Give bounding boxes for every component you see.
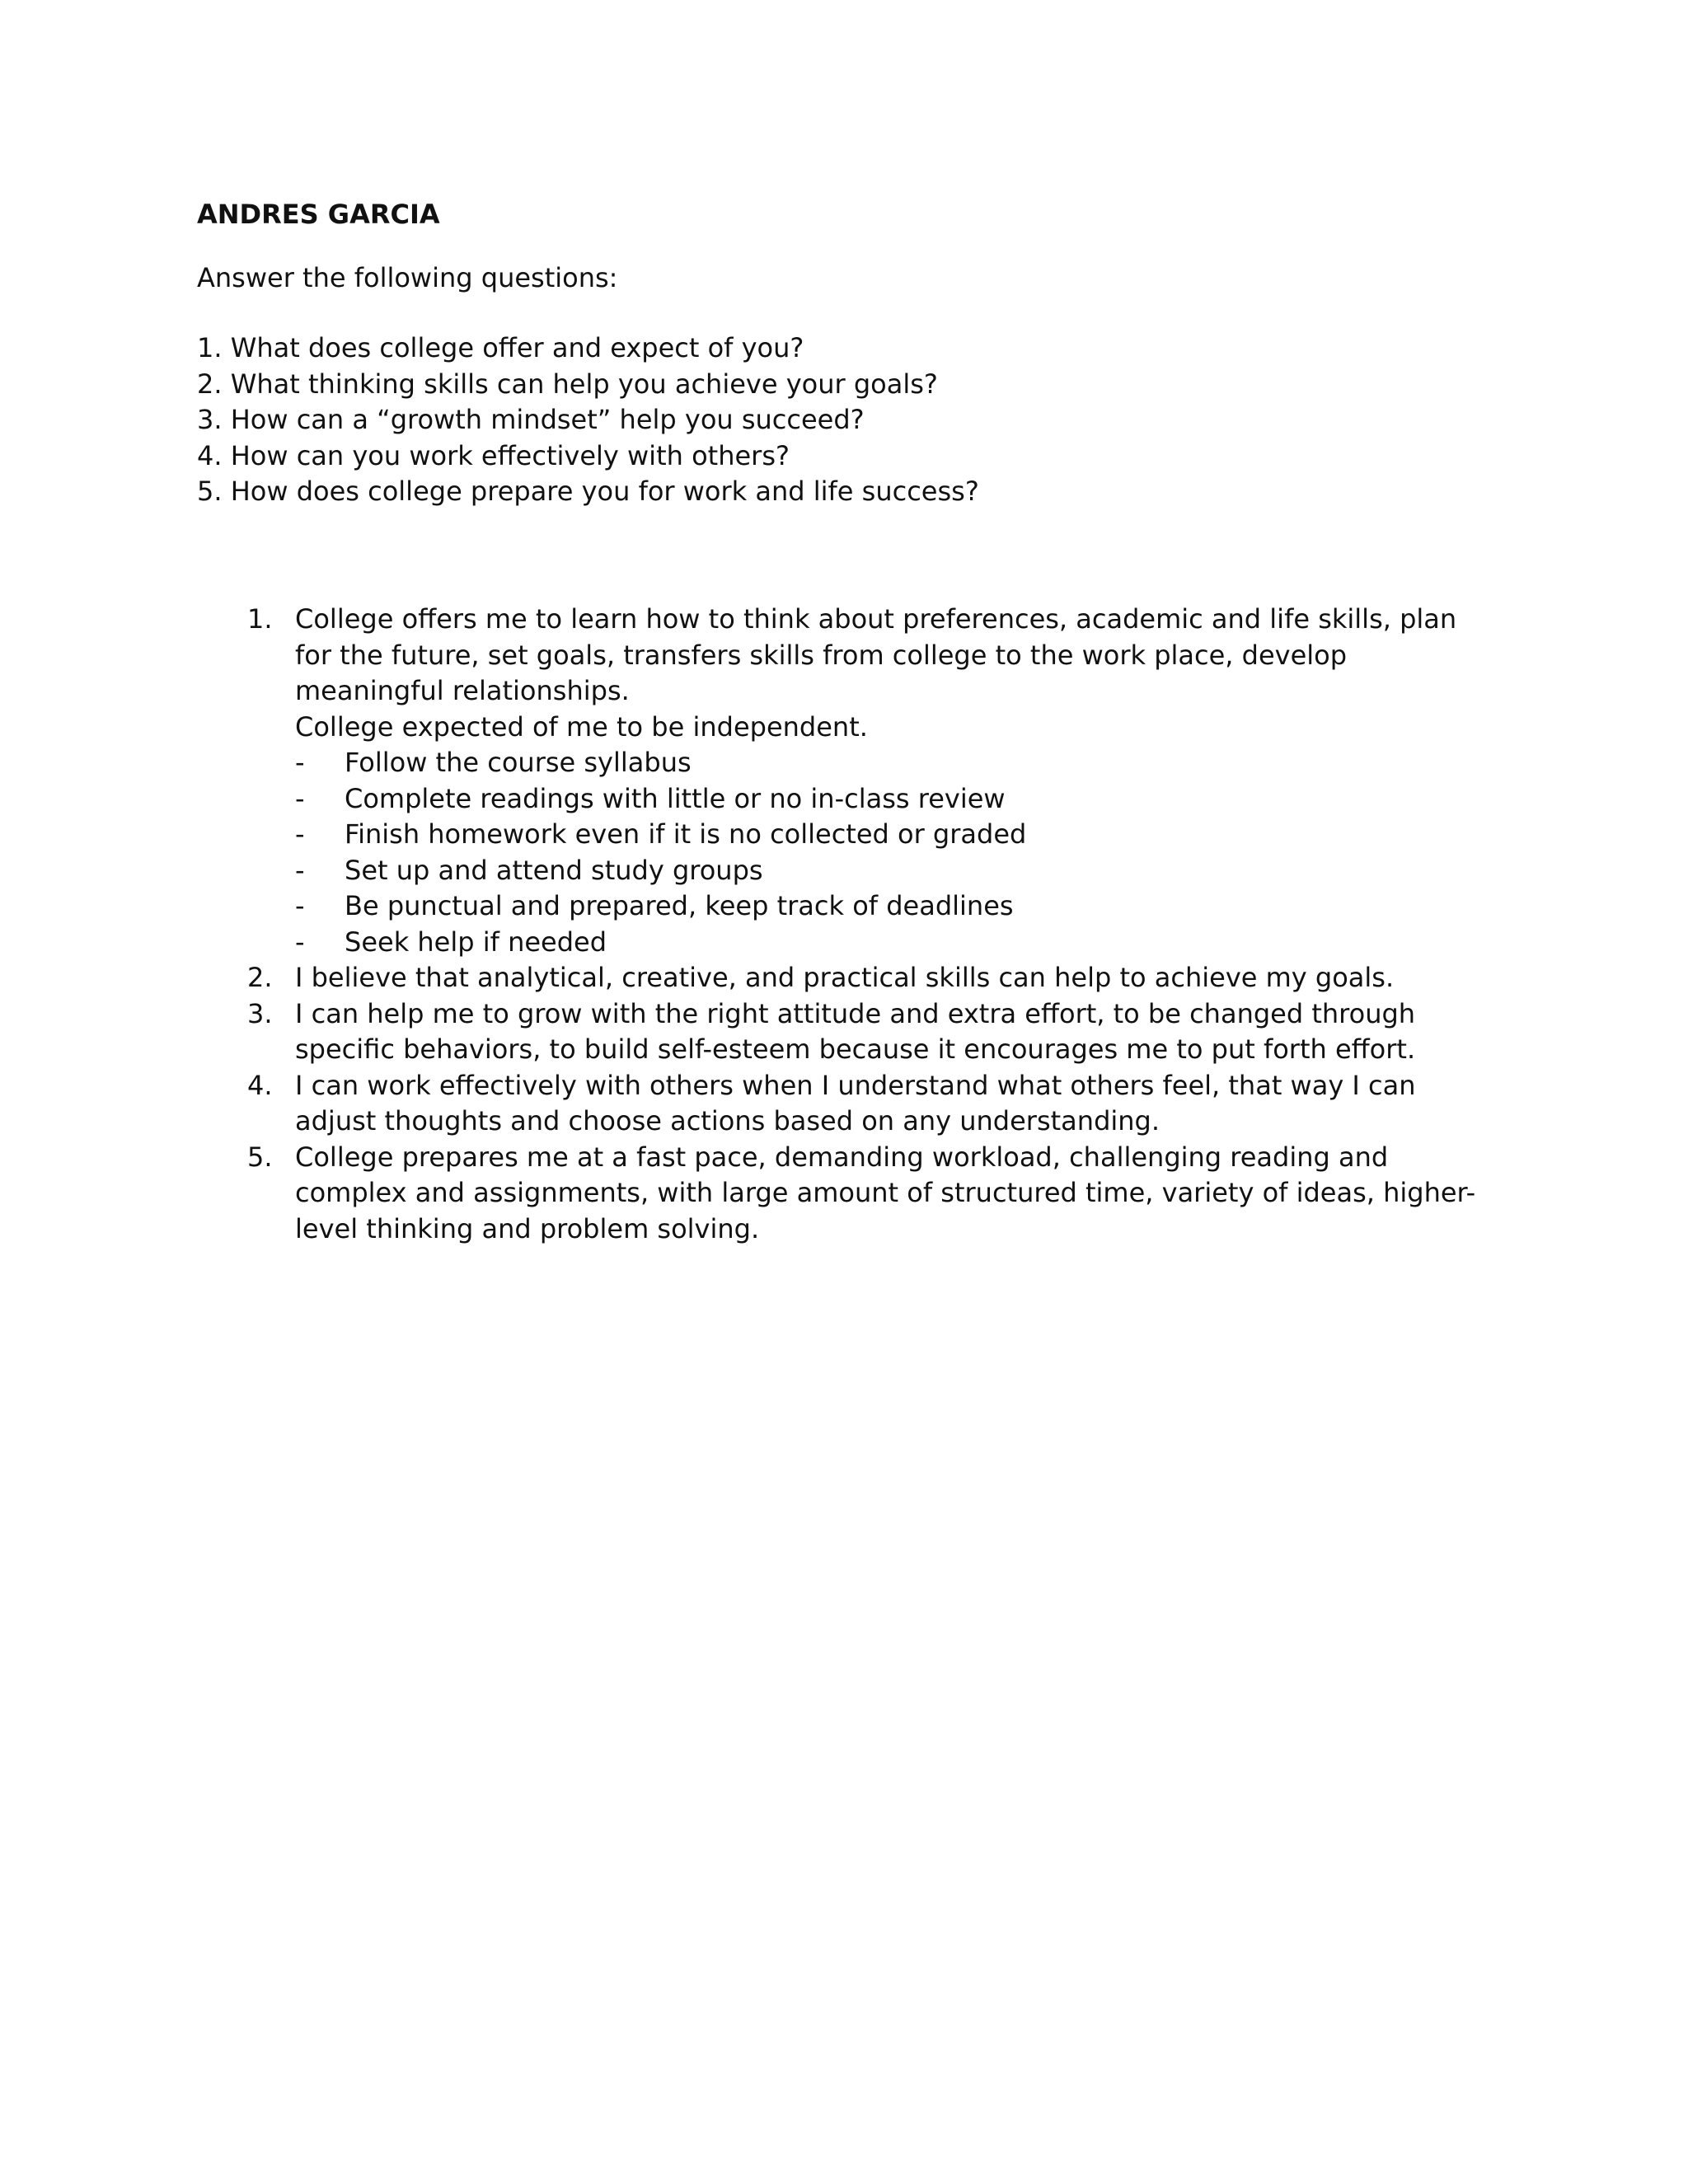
expectation-text: Finish homework even if it is no collected or graded: [345, 818, 1027, 850]
answer-number: 3.: [247, 997, 273, 1029]
bullet-dash: -: [295, 747, 305, 778]
expectation-item: [295, 781, 1484, 818]
expectation-text: Be punctual and prepared, keep track of deadlines: [345, 890, 1014, 921]
bullet-dash: -: [295, 926, 305, 958]
answer-number: 1.: [247, 603, 273, 635]
question-item: 2. What thinking skills can help you achieve your goals?: [197, 368, 938, 400]
question-item: 1. What does college offer and expect of you?: [197, 332, 804, 363]
expectation-item: [295, 888, 1484, 925]
answer-item: [247, 996, 1484, 1068]
expectation-text: Seek help if needed: [345, 926, 607, 958]
question-item: 3. How can a “growth mindset” help you succeed?: [197, 404, 865, 435]
answer-text: I believe that analytical, creative, and practical skills can help to achieve my goals.: [295, 962, 1395, 993]
bullet-dash: -: [295, 782, 305, 814]
expectation-item: [295, 853, 1484, 889]
expectation-list: [295, 745, 1484, 960]
answer-followup: College expected of me to be independent.: [295, 710, 868, 743]
expectation-text: Follow the course syllabus: [345, 747, 692, 778]
expectation-text: Complete readings with little or no in-class review: [345, 782, 1006, 814]
answer-item: [247, 960, 1484, 996]
answer-text: College offers me to learn how to think about preferences, academic and life skills, plan for the future, set goals, transfers skills from college to the work place, develop meaningful relationships.: [295, 603, 1457, 706]
expectation-item: [295, 817, 1484, 853]
answer-text: I can work effectively with others when I understand what others feel, that way I can adjust thoughts and choose actions based on any understanding.: [295, 1069, 1416, 1137]
answer-text: I can help me to grow with the right attitude and extra effort, to be changed through specific behaviors, to build self-esteem because it encourages me to put forth effort.: [295, 997, 1416, 1065]
question-list: [197, 330, 979, 510]
bullet-dash: -: [295, 818, 305, 850]
answer-number: 2.: [247, 962, 273, 993]
answer-item: [247, 1140, 1484, 1248]
question-item: 4. How can you work effectively with others?: [197, 439, 790, 471]
expectation-text: Set up and attend study groups: [345, 854, 763, 886]
answer-item: [247, 602, 1484, 960]
answer-item: [247, 1068, 1484, 1140]
bullet-dash: -: [295, 854, 305, 886]
answer-text: College prepares me at a fast pace, demanding workload, challenging reading and complex and assignments, with large amount of structured time, variety of ideas, higher-level thinking and problem solving.: [295, 1141, 1476, 1244]
answer-number: 4.: [247, 1069, 273, 1101]
instruction-text: Answer the following questions:: [197, 262, 618, 293]
expectation-item: [295, 745, 1484, 781]
answer-list: [247, 602, 1484, 1247]
expectation-item: [295, 925, 1484, 961]
answer-number: 5.: [247, 1141, 273, 1173]
author-name: ANDRES GARCIA: [197, 199, 440, 230]
bullet-dash: -: [295, 890, 305, 921]
question-item: 5. How does college prepare you for work and life success?: [197, 476, 979, 507]
